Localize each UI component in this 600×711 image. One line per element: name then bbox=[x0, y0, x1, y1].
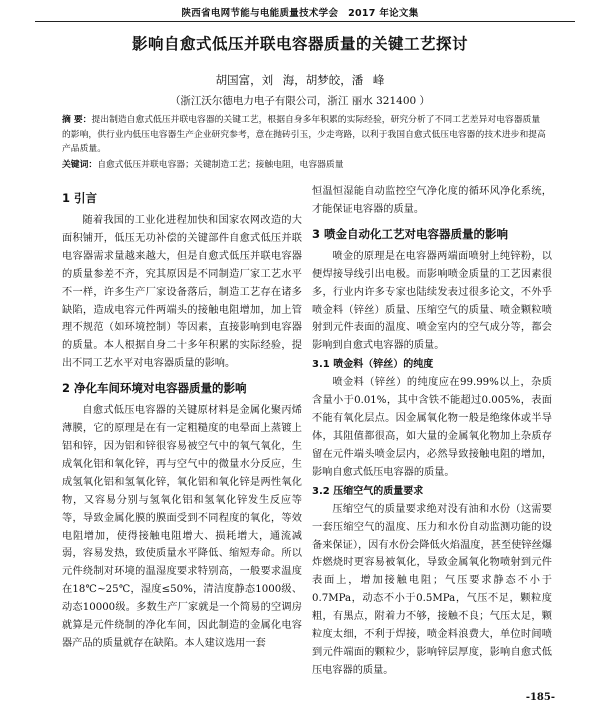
affiliation: （浙江沃尔德电力电子有限公司，浙江 丽水 321400 ） bbox=[169, 95, 431, 107]
section-3-1-paragraph: 喷金料（锌丝）的纯度应在99.99%以上，杂质含量小于0.01%，其中含铁不能超过0.005%，表面不能有氧化层点。因金属氧化物一般是绝缘体或半导体，其阻值都很高，如大量的金属氧化物加上杂质存留在元件端头喷金层内，必然导致接触电阻的增加，影响自愈式低压电容器的质量。 bbox=[312, 377, 552, 478]
keywords bbox=[62, 157, 547, 170]
section-3-2-heading: 3.2 压缩空气的质量要求 bbox=[312, 485, 424, 497]
running-head: 陕西省电网节能与电能质量技术学会 2017 年论文集 bbox=[181, 8, 419, 19]
authors: 胡国富，刘 海，胡梦皎，潘 峰 bbox=[215, 73, 385, 87]
section-1-heading: 1 引言 bbox=[62, 191, 98, 205]
section-2-paragraph: 自愈式低压电容器的关键原材料是金属化聚丙烯薄膜，它的原理是在有一定粗糙度的电晕面上蒸镀上铝和锌，因为铝和锌很容易被空气中的氧气氧化，生成氧化铝和氧化锌，再与空气中的微量水分反应，生成氢氧化铝和氢氧化锌，氧化铝和氧化锌是两性氧化物，又容易分别与氢氧化铝和氢氧化锌发生反应等等，导致金属化膜的膜面受到不同程度的氧化，等效电阻增加，使得接触电阻增大、损耗增大，通流减弱，容易发热，致使质量水平降低、缩短寿命。所以元件绕制对环境的温湿度要求特别高，一般要求温度在18℃~25℃，湿度≤50%，清洁度静态1000级、动态10000级。多数生产厂家就是一个简易的空调房就算是元件绕制的净化车间，因此制造的金属化电容器产品的质量就存在缺陷。本人建议选用一套 bbox=[62, 405, 302, 649]
section-3-1-heading: 3.1 喷金料（锌丝）的纯度 bbox=[312, 359, 434, 371]
abstract-label: 摘 要： bbox=[62, 115, 92, 125]
section-3-paragraph: 喷金的原理是在电容器两端面喷射上纯锌粉，以便焊接导线引出电极。而影响喷金质量的工艺因素很多，行业内许多专家也陆续发表过很多论文，不外乎喷金料（锌丝）质量、压缩空气的质量、喷金颗粒喷射到元件表面的温度、喷金室内的空气成分等，都会影响到自愈式电容器的质量。 bbox=[312, 250, 552, 352]
section-2-heading: 2 净化车间环境对电容器质量的影响 bbox=[62, 381, 247, 396]
header-rule bbox=[35, 21, 575, 22]
section-3-2-paragraph: 压缩空气的质量要求绝对没有油和水份（这需要一套压缩空气的温度、压力和水份自动监测功能的设备来保证），因有水份会降低火焰温度，甚至使锌丝爆炸燃烧时更容易被氧化，导致金属氧化物喷射到元件表面上，增加接触电阻；气压要求静态不小于0.7MPa，动态不小于0.5MPa，气压不足，颗粒度粗，有黑点，附着力不够，接触不良；气压太足，颗粒度太细，不利于焊接，喷金料浪费大，单位时间喷到元件端面的颗粒少，影响锌层厚度，影响自愈式低压电容器的质量。 bbox=[312, 503, 552, 676]
paper-title: 影响自愈式低压并联电容器质量的关键工艺探讨 bbox=[131, 35, 468, 53]
section-2-paragraph-continued: 恒温恒湿能自动监控空气净化度的循环风净化系统，才能保证电容器的质量。 bbox=[312, 186, 552, 215]
section-3-heading: 3 喷金自动化工艺对电容器质量的影响 bbox=[312, 226, 509, 241]
section-1-paragraph: 随着我国的工业化进程加快和国家农网改造的大面积铺开，低压无功补偿的关键部件自愈式低压并联电容器需求量越来越大，但是自愈式低压并联电容器的质量参差不齐，究其原因是不同制造厂家工艺水平不一样，许多生产厂家设备落后，制造工艺存在诸多缺陷，造成电容元件两端头的接触电阻增加，加上管理不规范（如环境控制）等因素，直接影响到电容器的质量。本人根据自身二十多年积累的实际经验，提出不同工艺水平对电容器质量的影响。 bbox=[62, 215, 302, 370]
keywords-text: 自愈式低压并联电容器；关键制造工艺；接触电阻，电容器质量 bbox=[97, 160, 344, 170]
right-column bbox=[312, 183, 552, 680]
left-column bbox=[62, 183, 302, 653]
page-number: -185- bbox=[525, 692, 555, 703]
abstract-text: 提出制造自愈式低压并联电容器的关键工艺，根据自身多年积累的实际经验，研究分析了不同工艺差异对电容器质量的影响，供行业内低压电容器生产企业研究参考，意在抛砖引玉，少走弯路，以利于我国自愈式低压电容器的技术进步和提高产品质量。 bbox=[62, 115, 546, 155]
abstract bbox=[62, 113, 547, 157]
keywords-label: 关键词： bbox=[62, 160, 98, 170]
